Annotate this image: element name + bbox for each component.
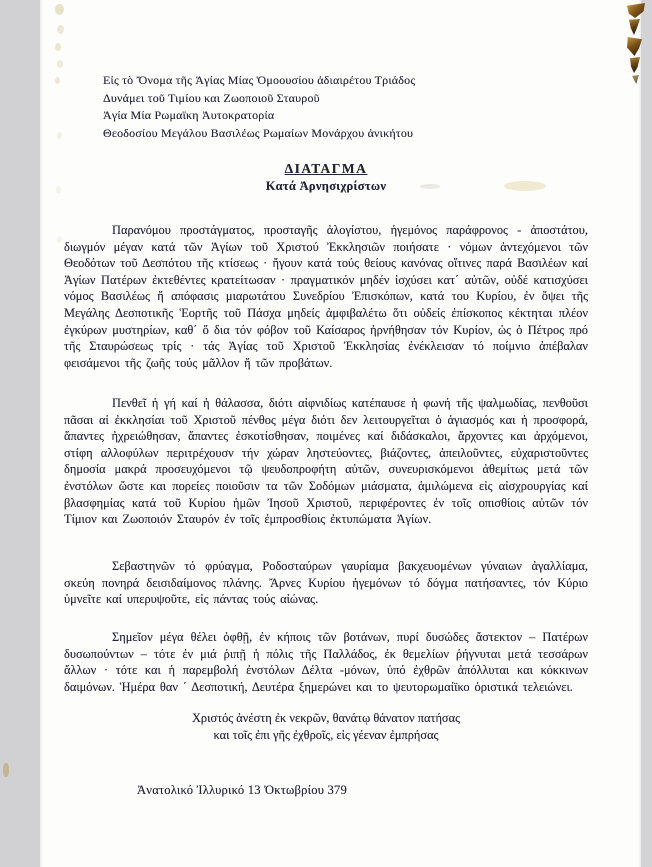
scanner-margin-left — [0, 0, 40, 867]
title-block — [64, 161, 588, 194]
invocation-line-empire: Ἁγία Μία Ρωμαϊκη Ἀυτοκρατορία — [103, 108, 275, 122]
invocation-line-emperor: Θεοδοσίου Μεγάλου Βασιλέως Ρωμαίων Μονάρχου ἀνικήτου — [103, 125, 414, 140]
closing-verse — [64, 710, 588, 744]
closing-line-2: και τοῖς ἐπι γῆς ἐχθροῖς, εἰς γέεναν ἐμπρήσας — [213, 728, 439, 742]
paper-fleck — [55, 77, 60, 84]
paper-fleck — [57, 60, 63, 68]
paper-fleck — [56, 186, 61, 193]
paper-fleck — [55, 43, 61, 51]
decree-subtitle: Κατά Ἀρνησιχρίστων — [265, 179, 387, 193]
paragraph-3: Σεβαστηνῶν τό φρύαγμα, Ροδοσταύρων γαυρίαμα βακχευομένων γύναιων ἀγαλλίαμα, σκεύη πονηρά δεισιδαίμονος πλάνης. Ἄρνες Κυρίου ἡγεμόνων τό δόγμα πατήσαντες, τόν Κύριο ὑμνεῖτε καί υπερυψοῦτε, εἰς πάντας τούς αἰώνας. — [64, 559, 588, 607]
invocation-header — [103, 72, 415, 142]
paragraph-2: Πενθεῖ ἡ γή καί ἡ θάλασσα, διότι αἰφνιδίως κατέπαυσε ἡ φωνή τῆς ψαλμωδίας, πενθοῦσι πᾶσαι αἱ ἐκκλησίαι τοῦ Χριστοῦ πένθος μέγα διότι δεν λειτουργεῖται ὁ ἁγιασμός και ἡ προσφορά, ἅπαντες ἠχρειώθησαν, ἅπαντες ἐσκοτίσθησαν, ποιμένες καί διδάσκαλοι, ἄρχοντες και ἀρχόμενοι, στίφη αλλοφύλων περιτρέχουσν τήν χώραν ληστεύοντες, βιάζοντες, ἀπειλοῦντες, εὐχαριστοῦντες δημοσία μακρά προσευχόμενοι τῷ ψευδοπροφήτη αὐτῶν, συνευρισκόμενοι ἀθεμίτως μετά τῶν ἐνστόλων ὥστε και πορείες ποιοῦσιν τα τῶν Σοδόμων μιάσματα, ἁμιλώμενα εἰς αἰσχρουργίας καί βλασφημίας κατά τοῦ Κυρίου ἡμῶν Ἰησοῦ Χριστοῦ, περιφέροντες ἐν τοῖς οπισθίοις αὐτῶν τόν Τίμιον και Ζωοποιόν Σταυρόν ἐν τοῖς ἐμπροσθίοις ἐκτυπώματα Ἁγίων. — [64, 396, 588, 527]
paper-fleck — [57, 25, 64, 34]
paper-fleck — [3, 763, 9, 777]
paper-edge-shadow-right — [638, 0, 641, 867]
scanner-margin-right — [641, 0, 652, 867]
paper-fleck — [57, 132, 62, 139]
paragraph-4: Σημεῖον μέγα θέλει ὀφθῇ, ἐν κήποις τῶν βοτάνων, πυρί δυσώδες ἄστεκτον – Πατέρων δυσωπούντων – τότε ἐν μιά ῥιπῇ ἡ πόλις τῆς Παλλάδος, ἐκ θεμελίων ῥήγνυται μετά τεσσάρων ἄλλων · τότε και ἡ παρεμβολή ἐνστόλων Δέλτα -μόνων, ὑπό ἐχθρῶν ἀπόλλυται και κόκκινων δαιμόνων. Ἡμέρα θαν ΄ Δεσποτική, Δευτέρα ξημερώνει και το ψευτορωμαίϊκο ὁριστικά τελειώνει. — [64, 630, 588, 694]
dateline: Ἀνατολικό Ἰλλυρικό 13 Ὀκτωβρίου 379 — [137, 783, 347, 797]
invocation-line-cross: Δυνάμει τοῦ Τιμίου και Ζωοποιοῦ Σταυροῦ — [103, 90, 320, 105]
paper-fleck — [57, 236, 62, 243]
decree-title: ΔΙΑΤΑΓΜΑ — [284, 161, 368, 176]
invocation-line-trinity: Εἰς τὸ Ὄνομα τῆς Ἁγίας Μίας Ὁμοουσίου ἀδιαιρέτου Τριάδος — [103, 73, 416, 87]
paper-fleck — [55, 4, 64, 15]
closing-line-1: Χριστός ἀνέστη ἐκ νεκρῶν, θανάτῳ θάνατον πατήσας — [191, 711, 461, 725]
paper-edge-shadow-left — [40, 0, 44, 867]
paragraph-1: Παρανόμου προστάγματος, προσταγῆς ἀλογίστου, ἡγεμόνος παράφρονος - ἀποστάτου, διωγμόν μέγαν κατά τῶν Ἁγίων τοῦ Χριστού Ἐκκλησιῶν ποιήσατε · νόμων ἀντεχόμενοι τῶν Θεοδότων τοῦ Δεσπότου τῆς κτίσεως · ἤγουν κατά τούς θείους κανόνας οἵτινες παρά Βασιλέων καί Ἁγίων Πατέρων ἐκτεθέντες κρατείτωσαν · πραγματικόν μηδέν ἰσχύσει κατ΄ αὐτῶν, οὐδέ κατισχύσει νόμος Βασιλέως ἤ απόφασις μιαρωτάτου Συνεδρίου Ἐπισκόπων, κατά του Κυρίου, ἐν ὄψει τῆς Μεγάλης Δεσποτικῆς Ἑορτῆς τοῦ Πάσχα μηδείς ἀμφιβαλέτω ὅτι οὐδείς ἐπίσκοπος κέκτηται πλέον ἐγκύρων μυστηρίων, καθ΄ ὅ δια τόν φόβον τοῦ Καίσαρος ἠρνήθησαν τόν Κυρίον, ὡς ὁ Πέτρος πρό τῆς Σταυρώσεως τρίς · τάς Ἁγίας τοῦ Χριστοῦ Ἐκκλησίας ἐνέκλεισαν τό ποίμνιο ἀπέβαλαν φεισάμενοι τῆς ζωῆς τούς μᾶλλον ἤ τῶν προβάτων. — [64, 223, 588, 370]
